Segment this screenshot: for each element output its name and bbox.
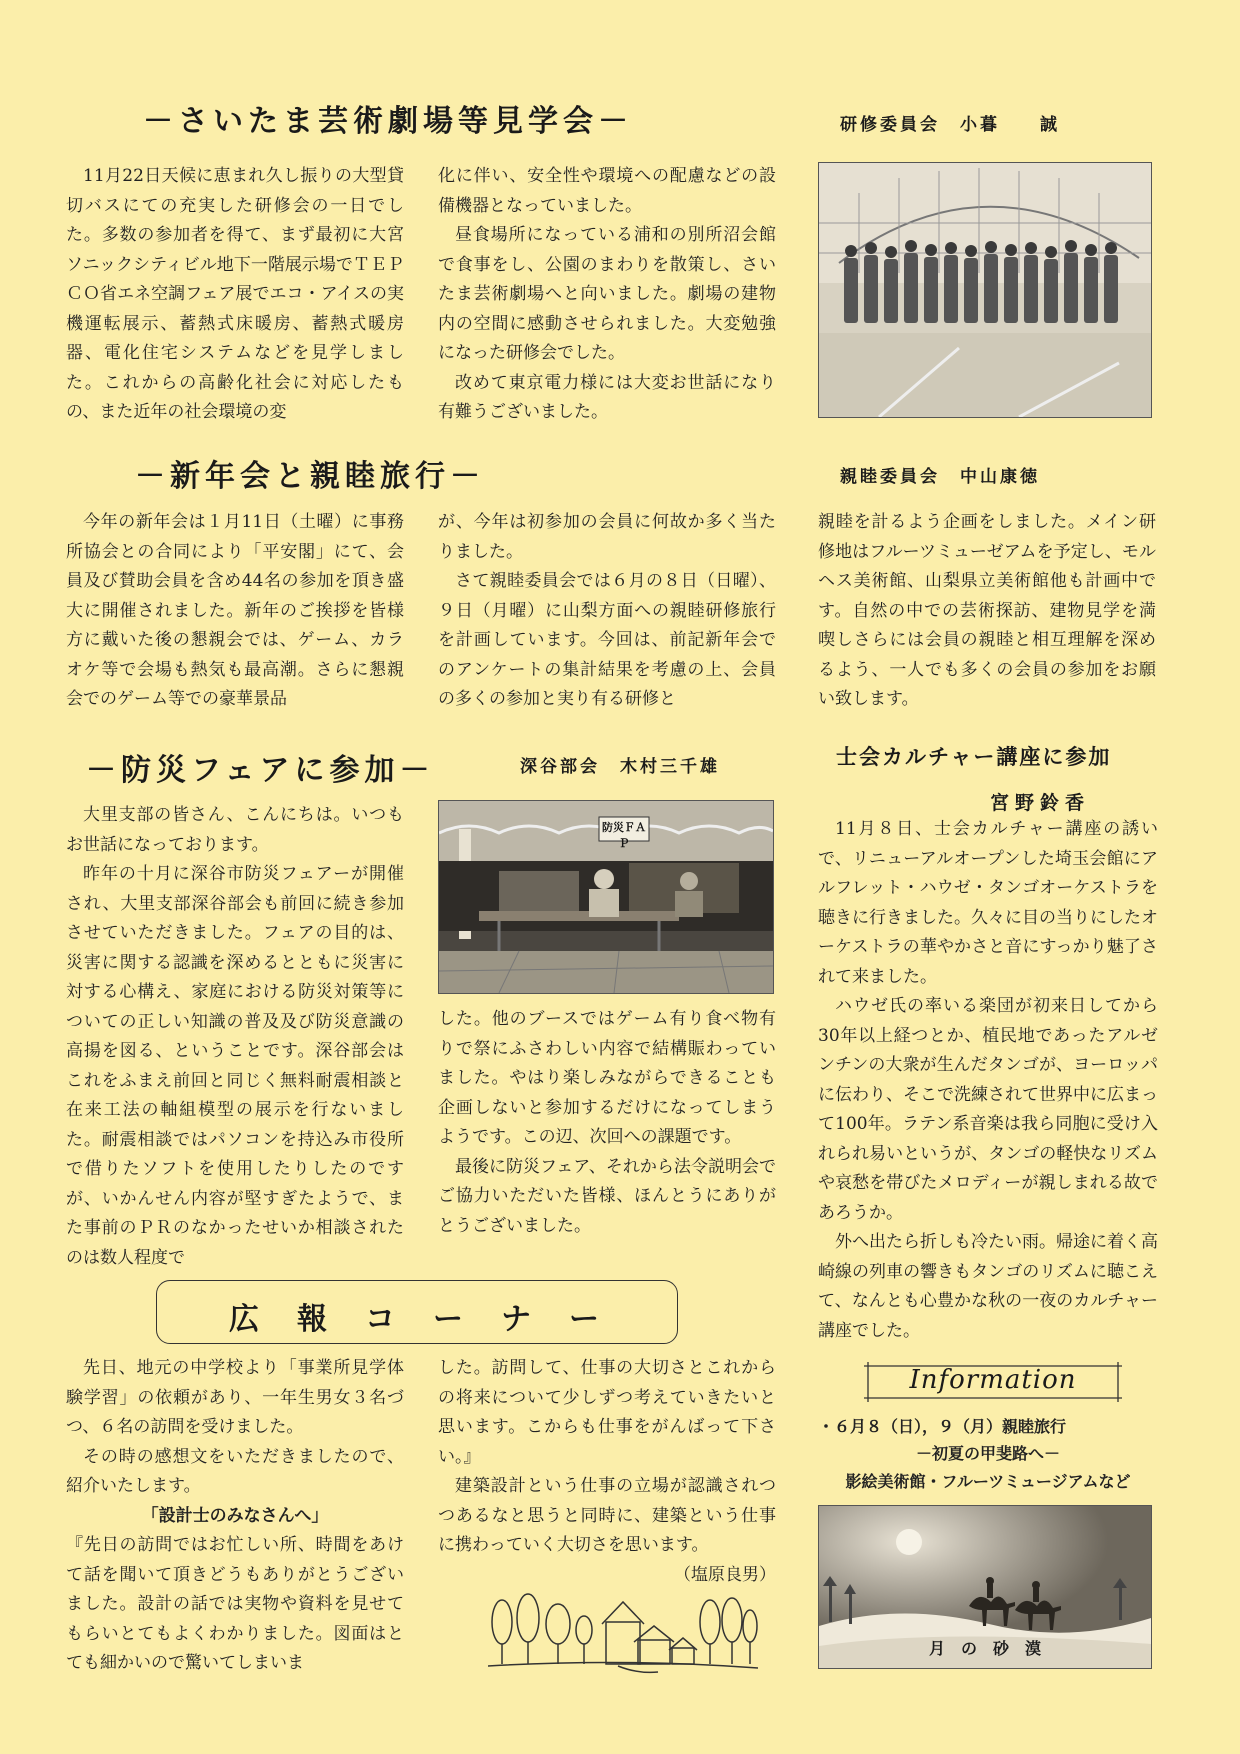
article-newyear-col1 xyxy=(66,508,404,715)
article-saitama-col1 xyxy=(66,162,404,428)
group-photo xyxy=(818,162,1152,418)
paragraph: 昼食場所になっている浦和の別所沼会館で食事をし、公園のまわりを散策し、さいたま芸術劇場へと向いました。劇場の建物内の空間に感動させられました。大変勉強になった研修会でした。 xyxy=(438,225,776,363)
section-title-new-year: －新年会と親睦旅行－ xyxy=(135,459,485,494)
byline-disaster-fair: 深谷部会 木村三千雄 xyxy=(520,757,720,777)
article-pr-col1 xyxy=(66,1354,404,1679)
paragraph: 親睦を計るよう企画をしました。メイン研修地はフルーツミューゼアムを予定し、モルヘス美術館、山梨県立美術館他も計画中です。自然の中での芸術探訪、建物見学を満喫しさらには会員の親睦と相互理解を深めるよう、一人でも多くの会員の参加をお願い致します。 xyxy=(818,512,1156,709)
paragraph: した。他のブースではゲーム有り食べ物有りで祭にふさわしい内容で結構賑わっていました。やはり楽しみながらできることも企画しないと参加するだけになってしまうようです。この辺、次回への課題です。 xyxy=(438,1009,776,1147)
information-heading: Information xyxy=(909,1365,1077,1395)
paragraph: 11月22日天候に恵まれ久し振りの大型貸切バスにての充実した研修会の一日でした。多数の参加者を得て、まず最初に大宮ソニックシティビル地下一階展示場でＴＥＰＣＯ省エネ空調フェア展でエコ・アイスの実機運転展示、蓄熱式床暖房、蓄熱式暖房器、電化住宅システムなどを見学しました。これからの高齢化社会に対応したもの、また近年の社会環境の変 xyxy=(66,166,404,422)
booth-photo xyxy=(438,800,774,994)
moon-desert-picture xyxy=(818,1505,1152,1669)
paragraph: その時の感想文をいただきましたので、紹介いたします。 xyxy=(66,1446,404,1496)
article-newyear-col2 xyxy=(438,508,776,715)
byline-saitama-tour: 研修委員会 小暮 誠 xyxy=(840,115,1060,135)
paragraph: 先日、地元の中学校より「事業所見学体験学習」の依頼があり、一年生男女３名づつ、６名の訪問を受けました。 xyxy=(66,1358,404,1437)
section-title-saitama-tour: －さいたま芸術劇場等見学会－ xyxy=(143,104,633,139)
paragraph: さて親睦委員会では６月の８日（日曜）、９日（月曜）に山梨方面への親睦研修旅行を計画しています。今回は、前記新年会でのアンケートの集計結果を考慮の上、会員の多くの参加と実り有る研修と xyxy=(438,571,776,709)
paragraph: 改めて東京電力様には大変お世話になり有難うございました。 xyxy=(438,372,776,422)
info-trip-destinations: 影絵美術館・フルーツミュージアムなど xyxy=(845,1472,1131,1491)
article-saitama-col2 xyxy=(438,162,776,428)
paragraph: 化に伴い、安全性や環境への配慮などの設備機器となっていました。 xyxy=(438,166,776,216)
paragraph: 大里支部の皆さん、こんにちは。いつもお世話になっております。 xyxy=(66,805,404,855)
paragraph: した。訪問して、仕事の大切さとこれからの将来について少しずつ考えていきたいと思います。こからも仕事をがんばって下さい。』 xyxy=(438,1358,776,1467)
article-newyear-col3 xyxy=(818,508,1156,715)
paragraph: 11月８日、士会カルチャー講座の誘いで、リニューアルオープンした埼玉会館にアルフレット・ハウゼ・タンゴオーケストラを聴きに行きました。久々に目の当りにしたオーケストラの華やかさと音にすっかり魅了されて来ました。 xyxy=(818,819,1158,987)
article-culture-col xyxy=(818,815,1158,1346)
trees-houses-drawing xyxy=(488,1592,758,1676)
paragraph: 昨年の十月に深谷市防災フェアーが開催され、大里支部深谷部会も前回に続き参加させていただきました。フェアの目的は、災害に関する認識を深めるとともに災害に対する心構え、家庭における防災対策等についての正しい知識の普及及び防災意識の高揚を図る、ということです。深谷部会はこれをふまえ前回と同じく無料耐震相談と在来工法の軸組模型の展示を行ないました。耐震相談ではパソコンを持込み市役所で借りたソフトを使用したりしたのですが、いかんせん内容が堅すぎたようで、また事前のＰＲのなかったせいか相談されたのは数人程度で xyxy=(66,864,404,1268)
moon-desert-caption: 月 の 砂 漠 xyxy=(928,1639,1041,1658)
info-trip-subtitle: －初夏の甲斐路へ－ xyxy=(915,1444,1060,1463)
byline-new-year: 親睦委員会 中山康徳 xyxy=(840,467,1040,487)
group-photo-illustration xyxy=(819,163,1151,417)
paragraph: 外へ出たら折しも冷たい雨。帰途に着く高崎線の列車の響きもタンゴのリズムに聴こえて、なんとも心豊かな秋の一夜のカルチャー講座でした。 xyxy=(818,1232,1158,1341)
section-title-disaster-fair: －防災フェアに参加－ xyxy=(86,753,435,788)
paragraph: 『先日の訪問ではお忙しい所、時間をあけて話を聞いて頂きどうもありがとうございました。設計の話では実物や資料を見せてもらいとてもよくわかりました。図面はとても細かいので驚いてしまいま xyxy=(66,1535,404,1673)
paragraph: が、今年は初参加の会員に何故か多く当たりました。 xyxy=(438,512,776,562)
article-pr-col2 xyxy=(438,1354,776,1590)
trees-houses-illustration xyxy=(488,1592,758,1676)
paragraph: ハウゼ氏の率いる楽団が初来日してから30年以上経つとか、植民地であったアルゼンチンの大衆が生んだタンゴが、ヨーロッパに伝わり、そこで洗練されて世界中に広まって100年。ラテン系音楽は我ら同胞に受け入れられ易いというが、タンゴの軽快なリズムや哀愁を帯びたメロディーが親しまれる故であろうか。 xyxy=(818,996,1158,1223)
article-fair-col2 xyxy=(438,1005,776,1241)
info-trip-dates: ・６月８（日），９（月）親睦旅行 xyxy=(818,1417,1067,1436)
booth-sign: 防災ＦＡＰ xyxy=(602,821,646,850)
byline-culture-lecture: 宮野鈴香 xyxy=(990,792,1091,814)
paragraph: 建築設計という仕事の立場が認識されつつあるなと思うと同時に、建築という仕事に携わっていく大切さを思います。 xyxy=(438,1476,776,1555)
article-fair-col1 xyxy=(66,801,404,1273)
paragraph: 今年の新年会は１月11日（土曜）に事務所協会との合同により「平安閣」にて、会員及び賛助会員を含め44名の参加を頂き盛大に開催されました。新年のご挨拶を皆様方に戴いた後の懇親会では、ゲーム、カラオケ等で会場も熱気も最高潮。さらに懇親会でのゲーム等での豪華景品 xyxy=(66,512,404,709)
signature: （塩原良男） xyxy=(674,1564,776,1585)
paragraph: 最後に防災フェア、それから法令説明会でご協力いただいた皆様、ほんとうにありがとうございました。 xyxy=(438,1156,776,1236)
section-title-culture-lecture: 士会カルチャー講座に参加 xyxy=(836,745,1112,769)
quote-title: 「設計士のみなさんへ」 xyxy=(141,1505,329,1526)
section-title-pr-corner: 広 報 コ ー ナ ー xyxy=(229,1302,603,1337)
